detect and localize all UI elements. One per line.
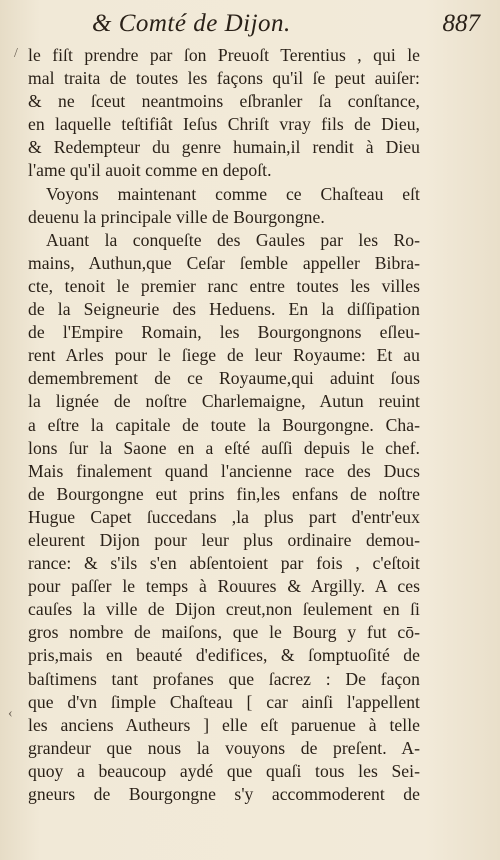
- text-line: pris,mais en beauté d'edifices, & ſomptuoſité de: [28, 645, 420, 666]
- text-line: mains, Authun,que Ceſar ſemble appeller Bibra-: [28, 252, 420, 273]
- text-line: que d'vn ſimple Chaſteau [ car ainſi l'appellent: [28, 691, 420, 712]
- text-line: deuenu la principale ville de Bourgongne.: [28, 206, 325, 227]
- text-line: a eſtre la capitale de toute la Bourgongne. Cha-: [28, 414, 420, 435]
- text-line: & ne ſceut neantmoins eſbranler ſa conſtance,: [28, 91, 420, 112]
- text-line: grandeur que nous la vouyons de preſent. A-: [28, 737, 420, 758]
- text-line: demembrement de ce Royaume,qui aduint ſous: [28, 368, 420, 389]
- text-line: le fiſt prendre par ſon Preuoſt Terentius , qui le: [28, 45, 420, 65]
- margin-mark: /: [14, 46, 18, 61]
- text-line: l'ame qu'il auoit comme en depoſt.: [28, 160, 272, 181]
- text-line: & Redempteur du genre humain,il rendit à Dieu: [28, 137, 420, 158]
- text-line: gros nombre de maiſons, que le Bourg y fut cō-: [28, 622, 420, 643]
- text-line: baſtimens tant profanes que ſacrez : De façon: [28, 668, 420, 689]
- body-text: [28, 44, 420, 806]
- text-line: Mais finalement quand l'ancienne race des Ducs: [28, 460, 420, 481]
- page-header: [92, 10, 486, 40]
- text-line: rance: & s'ils s'en abſentoient par fois , c'eſtoit: [28, 553, 420, 574]
- text-line: cauſes la ville de Dijon creut,non ſeulement en ſi: [28, 599, 420, 620]
- text-line: Voyons maintenant comme ce Chaſteau eſt: [46, 183, 420, 204]
- text-line: rent Arles pour le ſiege de leur Royaume: Et au: [28, 345, 420, 366]
- text-line: lons ſur la Saone en a eſté auſſi depuis le chef.: [28, 437, 420, 458]
- text-line: quoy a beaucoup aydé que quaſi tous les Sei-: [28, 760, 420, 781]
- text-line: Hugue Capet ſuccedans ,la plus part d'entr'eux: [28, 506, 420, 527]
- page-number: 887: [442, 10, 480, 37]
- text-line: de la Seigneurie des Heduens. En la diſſipation: [28, 299, 420, 320]
- text-line: de Bourgongne eut prins fin,les enfans de noſtre: [28, 483, 420, 504]
- text-line: gneurs de Bourgongne s'y accommoderent de: [28, 784, 420, 804]
- text-line: les anciens Autheurs ] elle eſt paruenue à telle: [28, 714, 420, 735]
- text-line: de l'Empire Romain, les Bourgongnons eſleu-: [28, 322, 420, 343]
- text-line: en laquelle teſtifiât Ieſus Chriſt vray fils de Dieu,: [28, 114, 420, 135]
- text-line: eleurent Dijon pour leur plus ordinaire demou-: [28, 529, 420, 550]
- text-line: cte, tenoit le premier ranc entre toutes les villes: [28, 275, 420, 296]
- text-line: Auant la conqueſte des Gaules par les Ro-: [46, 229, 420, 250]
- text-line: mal traita de toutes les façons qu'il ſe peut auiſer:: [28, 68, 420, 89]
- text-line: la lignée de noſtre Charlemaigne, Autun reuint: [28, 391, 420, 412]
- running-title: & Comté de Dijon.: [92, 10, 291, 37]
- margin-mark: ‹: [8, 706, 13, 721]
- text-line: pour paſſer le temps à Rouures & Argilly. A ces: [28, 576, 420, 597]
